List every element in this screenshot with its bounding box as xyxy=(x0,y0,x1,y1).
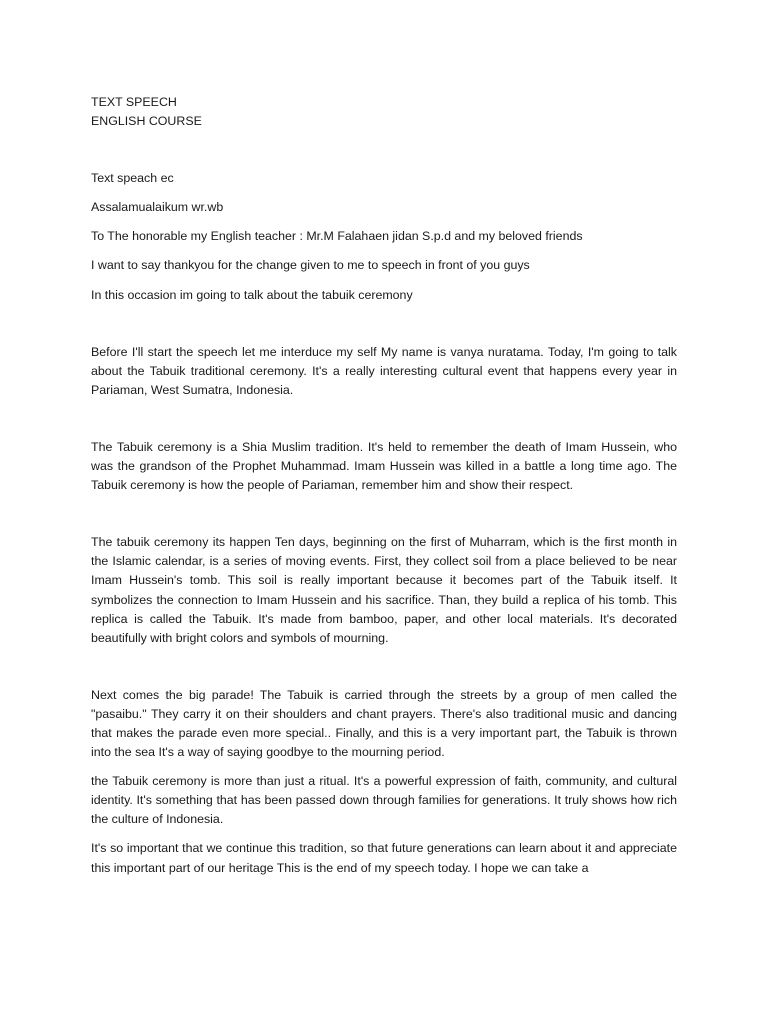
paragraph-tradition: The Tabuik ceremony is a Shia Muslim tradition. It's held to remember the death of Imam Hussein, who was the grandson of the Prophet Muhammad. Imam Hussein was killed in a battle a long time ago. The Tabuik ceremony is how the people of Pariaman, remember him and show their respect. xyxy=(91,439,677,493)
spacer xyxy=(91,762,677,772)
paragraph-closing: It's so important that we continue this tradition, so that future generations can learn about it and appreciate this important part of our heritage This is the end of my speech today. I hope we can take a xyxy=(91,841,677,875)
document-heading xyxy=(91,93,677,131)
spacer xyxy=(91,217,677,227)
paragraph-introduction: Before I'll start the speech let me interduce my self My name is vanya nuratama. Today, I'm going to talk about the Tabuik traditional ceremony. It's a really interesting cultural event that happens every year in Pariaman, West Sumatra, Indonesia. xyxy=(91,344,677,397)
spacer xyxy=(91,131,677,169)
document-body xyxy=(91,93,677,878)
topic-line: In this occasion im going to talk about the tabuik ceremony xyxy=(91,287,413,302)
spacer xyxy=(91,276,677,286)
spacer xyxy=(91,829,677,839)
spacer xyxy=(91,188,677,198)
speech-title: Text speach ec xyxy=(91,171,174,186)
spacer xyxy=(91,246,677,256)
greeting-line: Assalamualaikum wr.wb xyxy=(91,200,224,215)
paragraph-ceremony-events: The tabuik ceremony its happen Ten days, beginning on the first of Muharram, which is the first month in the Islamic calendar, is a series of moving events. First, they collect soil from a place believed to be near Imam Hussein's tomb. This soil is really important because it becomes part of the Tabuik itself. It symbolizes the connection to Imam Hussein and his sacrifice. Than, they build a replica of his tomb. This replica is called the Tabuik. It's made from bamboo, paper, and other local materials. It's decorated beautifully with bright colors and symbols of mourning. xyxy=(91,535,677,645)
spacer xyxy=(91,648,677,686)
paragraph-parade: Next comes the big parade! The Tabuik is carried through the streets by a group of men called the "pasaibu." They carry it on their shoulders and chant prayers. There's also traditional music and dancing that makes the parade even more special.. Finally, and this is a very important part, the Tabuik is thrown into the sea It's a way of saying goodbye to the mourning period. xyxy=(91,687,677,760)
spacer xyxy=(91,495,677,533)
heading-line-1: TEXT SPEECH xyxy=(91,95,177,109)
thanks-line: I want to say thankyou for the change given to me to speech in front of you guys xyxy=(91,258,530,273)
spacer xyxy=(91,400,677,438)
heading-line-2: ENGLISH COURSE xyxy=(91,114,202,129)
paragraph-meaning: the Tabuik ceremony is more than just a ritual. It's a powerful expression of faith, community, and cultural identity. It's something that has been passed down through families for generations. It truly shows how rich the culture of Indonesia. xyxy=(91,774,677,827)
address-line: To The honorable my English teacher : Mr.M Falahaen jidan S.p.d and my beloved friends xyxy=(91,229,583,244)
spacer xyxy=(91,305,677,343)
